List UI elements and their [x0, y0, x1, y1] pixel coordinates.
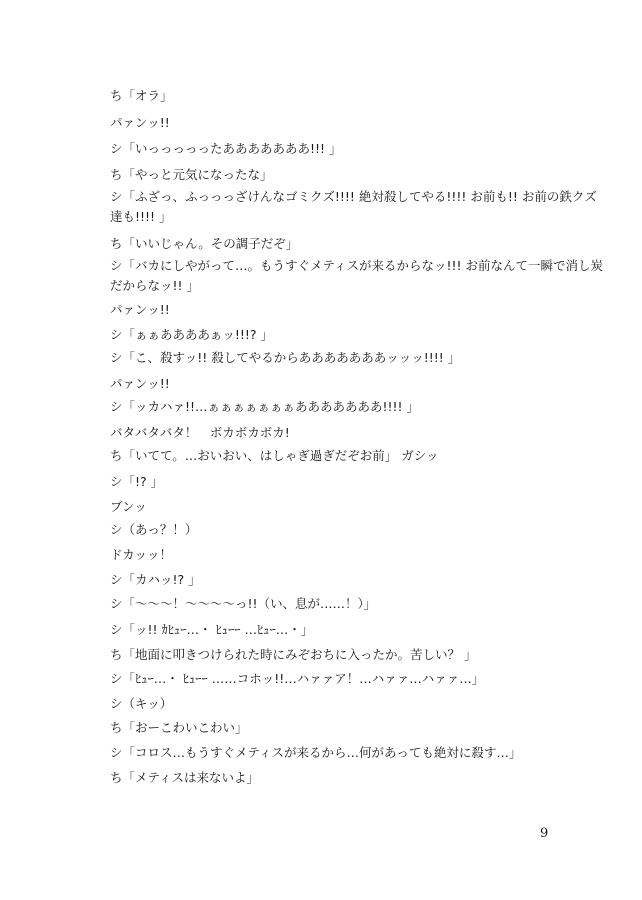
- text-line: シ「～～～！～～～～っ!!（い、息が……！）」: [110, 596, 377, 611]
- text-line: パァンッ!!: [110, 376, 170, 391]
- text-line: シ「ッ!! ｶﾋｭｰ…・ ﾋｭｰｰ …ﾋｭｰ…・」: [110, 622, 314, 637]
- text-line: シ「ッカハァ!!…ぁぁぁぁぁぁぁあああああああ!!!! 」: [110, 399, 420, 414]
- page-number: 9: [540, 826, 549, 841]
- text-line: パァンッ!!: [110, 115, 170, 130]
- text-line: シ（キッ）: [110, 696, 173, 711]
- text-line: ち「おーこわいこわい」: [110, 720, 248, 735]
- text-line: ち「いいじゃん。その調子だぞ」: [110, 236, 299, 251]
- text-line: シ（あっ？！）: [110, 522, 198, 537]
- text-line: シ「こ、殺すッ!! 殺してやるからあああああああッッッ!!!! 」: [110, 350, 461, 365]
- text-line: ドカッッ！: [110, 547, 173, 562]
- text-line: シ「いっっっっったあああああああ!!! 」: [110, 141, 342, 156]
- text-line: ち「いてて。…おいおい、はしゃぎ過ぎだぞお前」 ガシッ: [110, 448, 439, 463]
- text-line: ブンッ: [110, 499, 147, 514]
- text-line: シ「ﾋｭｰ…・ ﾋｭｰｰ ……コホッ!!…ハァァア！…ハァァ…ハァァ…」: [110, 671, 485, 686]
- text-line: シ「!? 」: [110, 474, 164, 489]
- text-line: シ「ぁぁああああぁッ!!!? 」: [110, 327, 274, 342]
- text-line: ち「メティスは来ないよ」: [110, 770, 260, 785]
- text-line: ち「オラ」: [110, 88, 173, 103]
- text-line: ち「地面に叩きつけられた時にみぞおちに入ったか。苦しい？ 」: [110, 647, 477, 662]
- text-line: パァンッ!!: [110, 302, 170, 317]
- text-line: シ「ふざっ、ふっっっざけんなゴミクズ!!!! 絶対殺してやる!!!! お前も!! お前の鉄クズ 達も!!!! 」: [110, 189, 597, 224]
- text-line: シ「コロス…もうすぐメティスが来るから…何があっても絶対に殺す…」: [110, 745, 522, 760]
- text-line: バタバタバタ！ ボカボカボカ!: [110, 425, 290, 440]
- text-line: シ「バカにしやがって…。もうすぐメティスが来るからなッ!!! お前なんて一瞬で消し炭 だからなッ!! 」: [110, 258, 604, 293]
- text-line: ち「やっと元気になったな」: [110, 167, 273, 182]
- text-line: シ「カハッ!? 」: [110, 572, 201, 587]
